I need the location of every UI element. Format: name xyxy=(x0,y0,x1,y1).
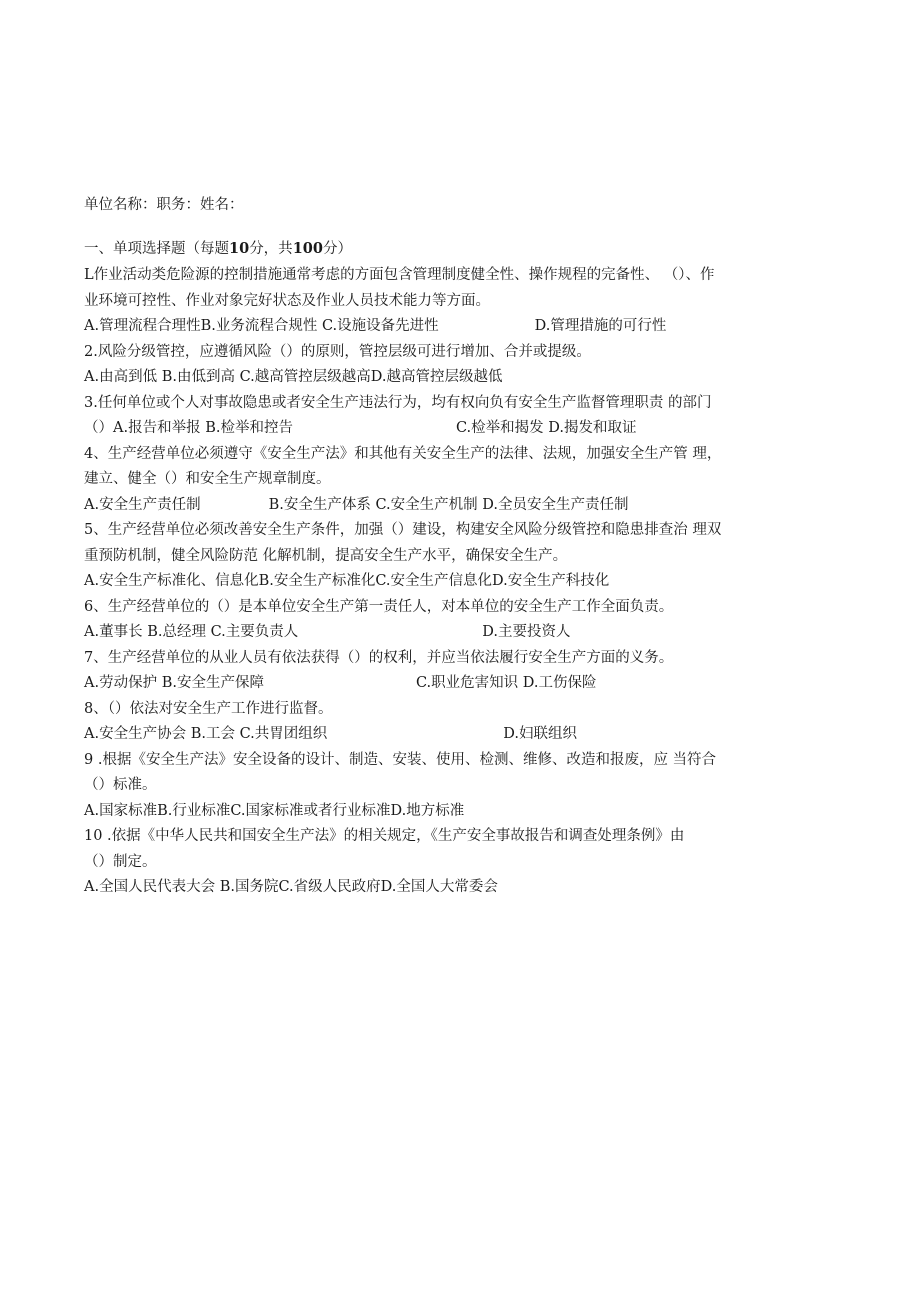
question-8-options xyxy=(84,722,844,748)
question-4-options xyxy=(84,493,844,519)
question-10-line-2: （）制定。 xyxy=(84,853,157,870)
question-7-options xyxy=(84,671,844,697)
q4-options-bcd: B.安全生产体系 C.安全生产机制 D.全员安全生产责任制 xyxy=(268,496,629,513)
q8-options-abc: A.安全生产协会 B.工会 C.共胃团组织 xyxy=(84,726,328,742)
header-info: 单位名称：职务：姓名： xyxy=(84,197,244,213)
question-6-options xyxy=(84,620,844,646)
question-9-line-1: 9 .根据《安全生产法》安全设备的设计、制造、安装、使用、检测、维修、改造和报废，应 当符合 xyxy=(84,751,717,768)
section-title: 一、单项选择题（每题10分，共100分） xyxy=(84,239,352,257)
question-7: 7、生产经营单位的从业人员有依法获得（）的权利，并应当依法履行安全生产方面的义务。 xyxy=(84,649,674,666)
question-5-options: A.安全生产标准化、信息化B.安全生产标准化C.安全生产信息化D.安全生产科技化 xyxy=(84,573,610,589)
q3-options-ab: （）A.报告和举报 B.检举和控告 xyxy=(84,420,293,436)
q1-options-abc: A.管理流程合理性B.业务流程合规性 C.设施设备先进性 xyxy=(84,318,439,334)
question-4-line-2: 建立、健全（）和安全生产规章制度。 xyxy=(84,471,331,487)
q6-option-d: D.主要投资人 xyxy=(482,624,571,640)
q3-options-cd: C.检举和揭发 D.揭发和取证 xyxy=(455,420,637,436)
question-1-line-1: L作业活动类危险源的控制措施通常考虑的方面包含管理制度健全性、操作规程的完备性、 （）、作 xyxy=(84,267,715,283)
question-2: 2.风险分级管控，应遵循风险（）的原则，管控层级可进行增加、合并或提级。 xyxy=(84,343,591,360)
question-4-line-1: 4、生产经营单位必须遵守《安全生产法》和其他有关安全生产的法律、法规，加强安全生产管 理， xyxy=(84,445,722,462)
q7-options-cd: C.职业危害知识 D.工伤保险 xyxy=(415,675,597,691)
question-8: 8、（）依法对安全生产工作进行监督。 xyxy=(84,700,333,717)
question-1-options xyxy=(84,314,844,340)
q7-options-ab: A.劳动保护 B.安全生产保障 xyxy=(84,675,264,691)
q6-options-abc: A.董事长 B.总经理 C.主要负责人 xyxy=(84,624,299,640)
question-3-line-1: 3.任何单位或个人对事故隐患或者安全生产违法行为，均有权向负有安全生产监督管理职责 的部门 xyxy=(84,394,712,411)
question-9-options: A.国家标准B.行业标准C.国家标准或者行业标准D.地方标准 xyxy=(84,802,465,819)
question-3-options xyxy=(84,416,844,442)
question-10-options: A.全国人民代表大会 B.国务院C.省级人民政府D.全国人大常委会 xyxy=(84,879,498,895)
q8-option-d: D.妇联组织 xyxy=(503,726,577,742)
question-5-line-2: 重预防机制，健全风险防范 化解机制，提高安全生产水平，确保安全生产。 xyxy=(84,547,568,564)
question-6: 6、生产经营单位的（）是本单位安全生产第一责任人，对本单位的安全生产工作全面负责。 xyxy=(84,598,674,615)
q1-option-d: D.管理措施的可行性 xyxy=(534,318,667,334)
question-5-line-1: 5、生产经营单位必须改善安全生产条件，加强（）建设，构建安全风险分级管控和隐患排查治 理双 xyxy=(84,522,722,538)
question-1-line-2: 业环境可控性、作业对象完好状态及作业人员技术能力等方面。 xyxy=(84,292,490,309)
q4-option-a: A.安全生产责任制 xyxy=(84,496,201,513)
question-2-options: A.由高到低 B.由低到高 C.越高管控层级越高D.越高管控层级越低 xyxy=(84,369,503,385)
question-10-line-1: 10 .依据《中华人民共和国安全生产法》的相关规定，《生产安全事故报告和调查处理条例》由 xyxy=(84,828,685,844)
exam-page xyxy=(84,193,844,901)
question-9-line-2: （）标准。 xyxy=(84,777,157,793)
